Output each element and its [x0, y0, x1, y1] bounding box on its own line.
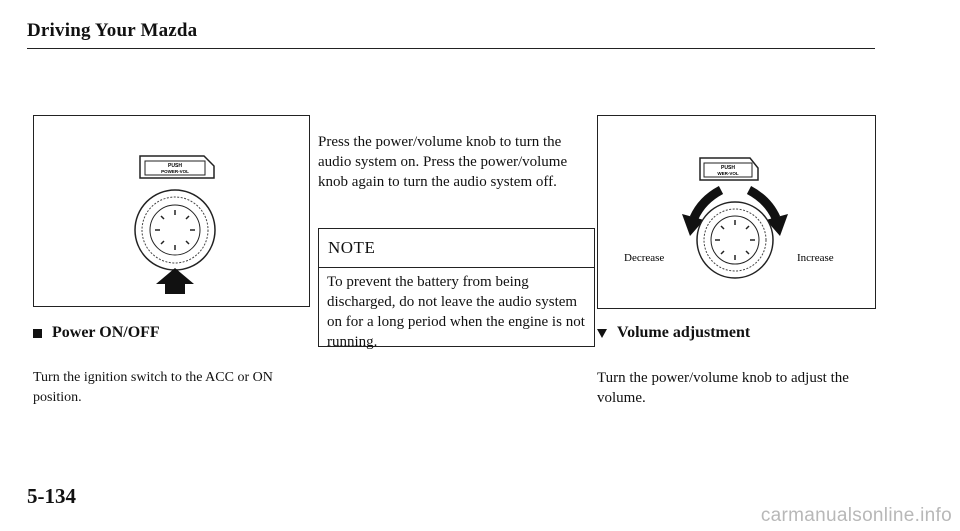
push-power-vol-plate — [700, 158, 758, 180]
power-knob-instructions: Press the power/volume knob to turn the audio system on. Press the power/volume knob again to turn the audio system off. — [318, 134, 568, 190]
page-header-title: Driving Your Mazda — [27, 20, 198, 41]
volume-adjustment-heading — [597, 324, 750, 342]
note-box — [318, 228, 595, 350]
knob-icon — [135, 190, 215, 270]
power-onoff-heading — [33, 324, 160, 342]
header-divider — [27, 48, 875, 49]
volume-knob-illustration — [598, 116, 875, 308]
knob-icon — [697, 202, 773, 278]
power-knob-illustration — [34, 116, 309, 306]
note-text: To prevent the battery from being discharged, do not leave the audio system on for a long period when the engine is not running. — [327, 274, 585, 350]
volume-adjustment-figure — [597, 115, 876, 309]
watermark: carmanualsonline.info — [760, 505, 952, 526]
power-onoff-text: Turn the ignition switch to the ACC or ON position. — [33, 370, 273, 405]
increase-label: Increase — [797, 252, 834, 264]
decrease-label: Decrease — [624, 252, 665, 264]
volume-adjustment-text: Turn the power/volume knob to adjust the volume. — [597, 370, 849, 406]
note-title: NOTE — [319, 229, 594, 268]
plate-label-push: PUSH — [168, 163, 182, 169]
square-bullet-icon — [33, 329, 42, 338]
power-onoff-heading-text: Power ON/OFF — [52, 324, 160, 341]
page-number: 5-134 — [27, 484, 76, 508]
triangle-bullet-icon — [597, 329, 607, 338]
plate-label-power-vol: POWER-VOL — [161, 169, 189, 174]
push-power-vol-plate — [140, 156, 214, 178]
power-onoff-figure — [33, 115, 310, 307]
volume-adjustment-heading-text: Volume adjustment — [617, 324, 751, 341]
plate-label-power-vol: WER-VOL — [717, 171, 739, 176]
plate-label-push: PUSH — [721, 165, 735, 171]
push-arrow-icon — [156, 268, 194, 294]
